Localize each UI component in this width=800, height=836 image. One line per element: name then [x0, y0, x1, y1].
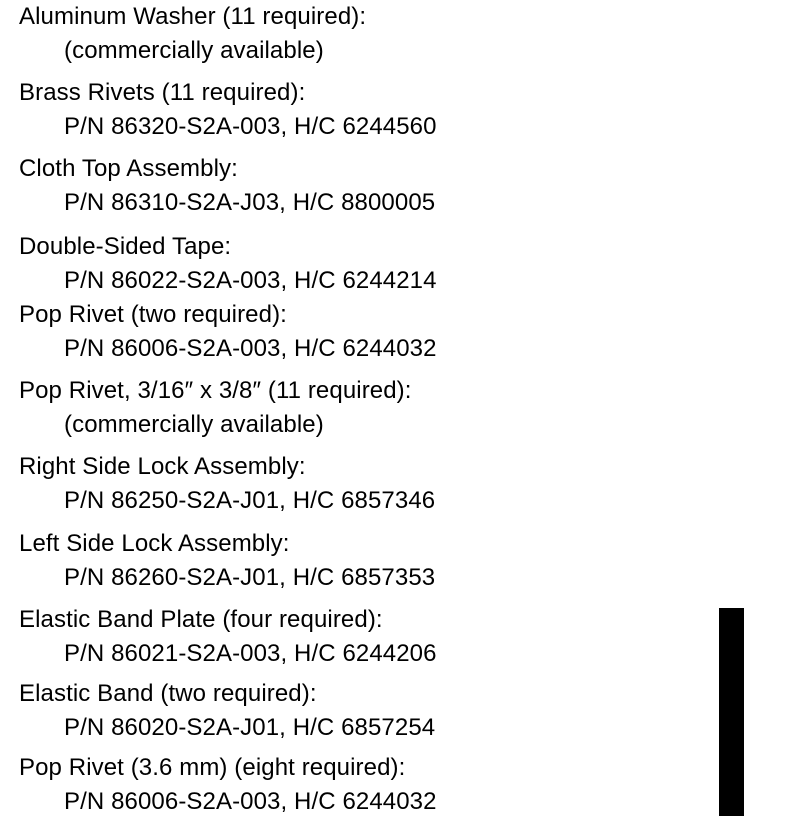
- part-detail: P/N 86250-S2A-J01, H/C 6857346: [64, 487, 436, 514]
- part-name: Elastic Band (two required):: [19, 680, 317, 707]
- part-detail: P/N 86260-S2A-J01, H/C 6857353: [64, 564, 436, 591]
- part-name: Pop Rivet (two required):: [19, 301, 287, 328]
- part-name: Left Side Lock Assembly:: [19, 530, 290, 557]
- part-name: Pop Rivet (3.6 mm) (eight required):: [19, 754, 406, 781]
- part-pop-rivet-3-6mm: [19, 751, 437, 819]
- part-double-sided-tape: [19, 230, 437, 298]
- part-detail: P/N 86006-S2A-003, H/C 6244032: [64, 335, 437, 362]
- part-name: Brass Rivets (11 required):: [19, 79, 306, 106]
- part-detail: P/N 86022-S2A-003, H/C 6244214: [64, 267, 437, 294]
- part-pop-rivet-3-16: [19, 374, 412, 442]
- part-brass-rivets: [19, 76, 437, 144]
- part-elastic-band-plate: [19, 603, 437, 671]
- part-name: Double-Sided Tape:: [19, 233, 232, 260]
- part-detail: P/N 86021-S2A-003, H/C 6244206: [64, 640, 437, 667]
- page-edge-tab-marker: [719, 608, 744, 816]
- part-right-side-lock: [19, 450, 435, 518]
- part-aluminum-washer: [19, 0, 366, 68]
- part-name: Cloth Top Assembly:: [19, 155, 238, 182]
- part-name: Right Side Lock Assembly:: [19, 453, 306, 480]
- part-detail: (commercially available): [64, 411, 324, 438]
- part-detail: (commercially available): [64, 37, 324, 64]
- part-left-side-lock: [19, 527, 435, 595]
- part-cloth-top-assembly: [19, 152, 435, 220]
- part-detail: P/N 86310-S2A-J03, H/C 8800005: [64, 189, 436, 216]
- part-detail: P/N 86020-S2A-J01, H/C 6857254: [64, 714, 436, 741]
- part-detail: P/N 86320-S2A-003, H/C 6244560: [64, 113, 437, 140]
- part-name: Aluminum Washer (11 required):: [19, 3, 367, 30]
- part-name: Pop Rivet, 3/16″ x 3/8″ (11 required):: [19, 377, 412, 404]
- part-name: Elastic Band Plate (four required):: [19, 606, 383, 633]
- part-pop-rivet-two: [19, 298, 437, 366]
- part-detail: P/N 86006-S2A-003, H/C 6244032: [64, 788, 437, 815]
- part-elastic-band: [19, 677, 435, 745]
